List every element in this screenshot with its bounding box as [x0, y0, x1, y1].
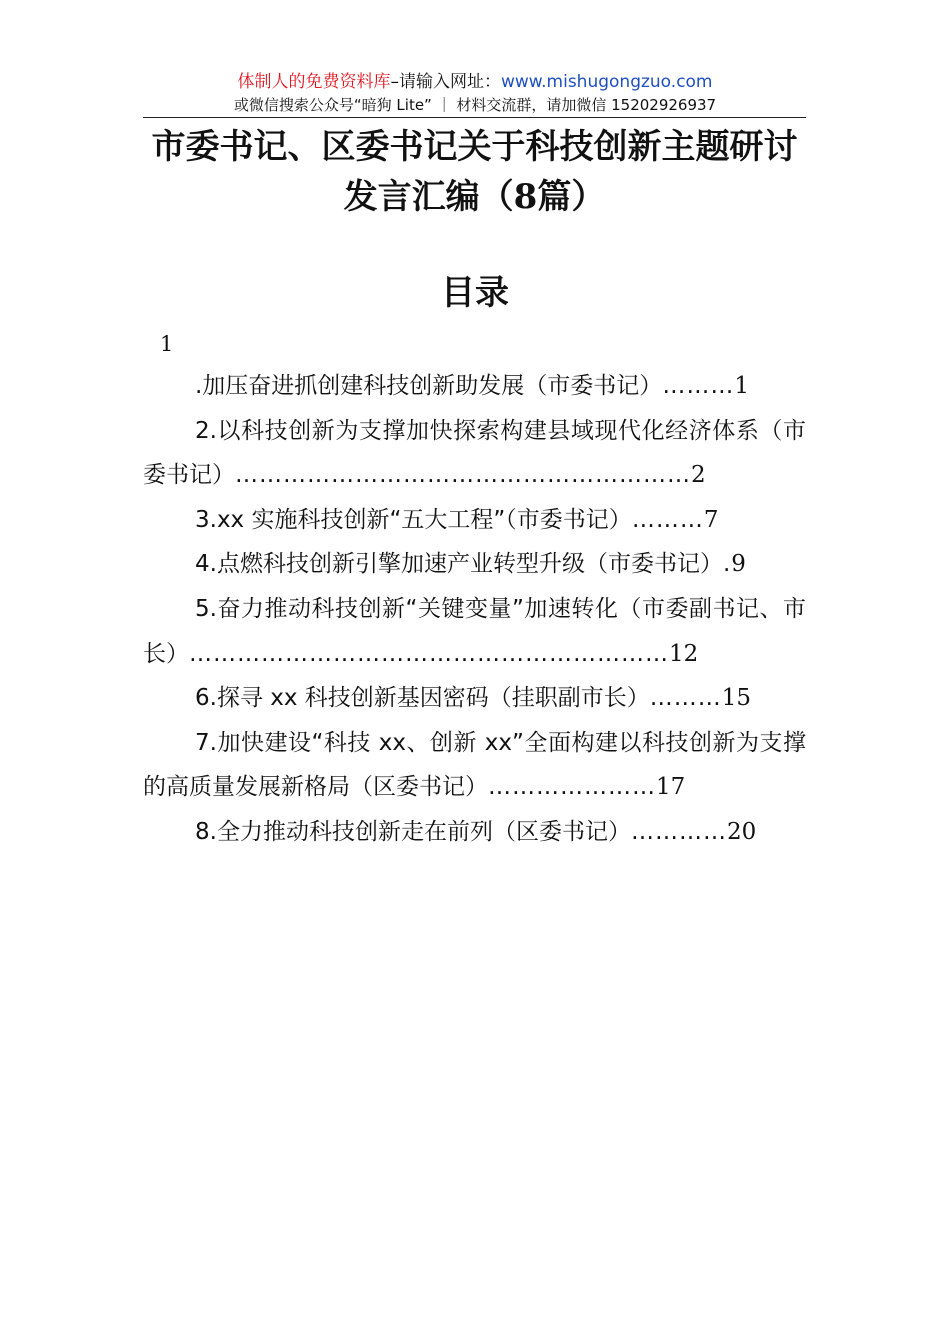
header-divider	[143, 117, 806, 118]
toc-entry-title: 8.全力推动科技创新走在前列（区委书记）	[195, 818, 631, 845]
toc-leader-dots: ………	[662, 373, 735, 399]
toc-entry[interactable]	[143, 810, 806, 855]
header-banner	[0, 70, 950, 94]
url-prompt: –请输入网址：	[390, 72, 501, 92]
toc-entry[interactable]	[143, 542, 806, 587]
website-link[interactable]: www.mishugongzuo.com	[500, 72, 713, 92]
toc-entry-title: 7.加快建设“科技 xx、创新 xx”全面构建以科技创新为支撑的高质量发展新格局（区委书记）	[143, 729, 806, 801]
toc-entry[interactable]	[143, 409, 806, 498]
toc-heading: 目录	[441, 273, 509, 313]
brand-text: 体制人的免费资料库	[237, 72, 391, 92]
table-of-contents	[143, 364, 806, 855]
page-header	[0, 70, 950, 116]
toc-entry-title: 5.奋力推动科技创新“关键变量”加速转化（市委副书记、市长）	[143, 595, 806, 667]
toc-page-number: 15	[721, 685, 752, 712]
toc-leader-dots: ………	[649, 685, 722, 712]
toc-page-number: 17	[656, 774, 686, 801]
toc-entry-title: .加压奋进抓创建科技创新助发展（市委书记）	[195, 373, 663, 399]
toc-entry-title: 3.xx 实施科技创新“五大工程”（市委书记）	[195, 506, 632, 533]
toc-entry[interactable]	[143, 498, 806, 543]
toc-page-number: 9	[731, 551, 746, 578]
toc-leader-dots: ……………………………………………………	[189, 640, 669, 667]
toc-entry[interactable]	[143, 676, 806, 721]
toc-entry[interactable]	[143, 721, 806, 810]
toc-leader-dots: …………	[630, 818, 727, 845]
toc-page-number: 20	[726, 818, 757, 845]
toc-entry-title: 2.以科技创新为支撑加快探索构建县域现代化经济体系（市委书记）	[143, 417, 806, 489]
toc-leader-dots: .	[722, 551, 732, 578]
toc-leader-dots: …………………	[488, 774, 656, 801]
contact-line: 或微信搜索公众号“暗狗 Lite” ｜ 材料交流群，请加微信 15202926937	[233, 96, 717, 114]
toc-page-number: 7	[703, 506, 719, 533]
toc-page-number: 1	[734, 373, 749, 399]
toc-entry-title: 4.点燃科技创新引擎加速产业转型升级（市委书记）	[195, 551, 723, 578]
toc-marker: 1	[160, 332, 174, 356]
toc-entry-title: 6.探寻 xx 科技创新基因密码（挂职副市长）	[195, 685, 650, 712]
toc-page-number: 2	[691, 462, 706, 489]
document-title: 市委书记、区委书记关于科技创新主题研讨发言汇编（8篇）	[151, 127, 798, 217]
toc-leader-dots: ………	[631, 506, 704, 533]
toc-leader-dots: …………………………………………………	[235, 462, 691, 489]
toc-entry[interactable]	[143, 364, 806, 409]
toc-page-number: 12	[669, 640, 699, 667]
toc-entry[interactable]	[143, 587, 806, 676]
